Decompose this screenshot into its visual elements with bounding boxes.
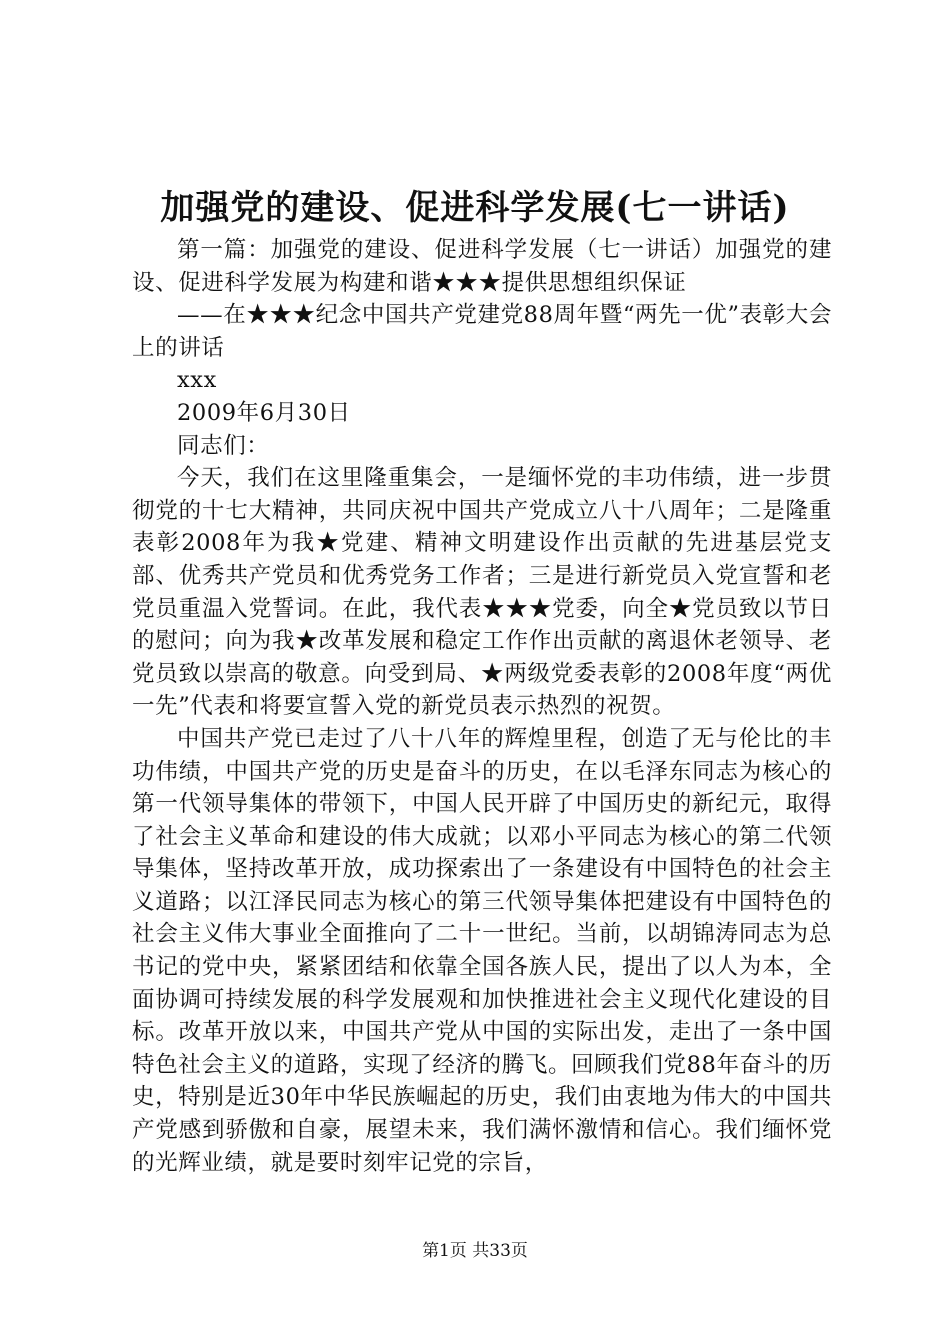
paragraph-salutation: 同志们： — [177, 432, 270, 459]
paragraph-date: 2009年6月30日 — [177, 399, 351, 426]
document-body — [132, 234, 832, 1179]
paragraph-body-1: 今天，我们在这里隆重集会，一是缅怀党的丰功伟绩，进一步贯彻党的十七大精神，共同庆祝中国共产党成立八十八周年；二是隆重表彰2008年为我★党建、精神文明建设作出贡献的先进基层党支部、优秀共产党员和优秀党务工作者；三是进行新党员入党宣誓和老党员重温入党誓词。在此，我代表★★★党委，向全★党员致以节日的慰问；向为我★改革发展和稳定工作作出贡献的离退休老领导、老党员致以崇高的敬意。向受到局、★两级党委表彰的2008年度“两优一先”代表和将要宣誓入党的新党员表示热烈的祝贺。 — [132, 465, 832, 720]
page-footer: 第1页 共33页 — [422, 1241, 528, 1261]
paragraph-author: xxx — [177, 367, 217, 394]
paragraph-body-2: 中国共产党已走过了八十八年的辉煌里程，创造了无与伦比的丰功伟绩，中国共产党的历史是奋斗的历史，在以毛泽东同志为核心的第一代领导集体的带领下，中国人民开辟了中国历史的新纪元，取得了社会主义革命和建设的伟大成就；以邓小平同志为核心的第二代领导集体，坚持改革开放，成功探索出了一条建设有中国特色的社会主义道路；以江泽民同志为核心的第三代领导集体把建设有中国特色的社会主义伟大事业全面推向了二十一世纪。当前，以胡锦涛同志为总书记的党中央，紧紧团结和依靠全国各族人民，提出了以人为本，全面协调可持续发展的科学发展观和加快推进社会主义现代化建设的目标。改革开放以来，中国共产党从中国的实际出发，走出了一条中国特色社会主义的道路，实现了经济的腾飞。回顾我们党88年奋斗的历史，特别是近30年中华民族崛起的历史，我们由衷地为伟大的中国共产党感到骄傲和自豪，展望未来，我们满怀激情和信心。我们缅怀党的光辉业绩，就是要时刻牢记党的宗旨， — [132, 725, 832, 1176]
paragraph-subtitle: ——在★★★纪念中国共产党建党88周年暨“两先一优”表彰大会上的讲话 — [132, 302, 832, 361]
paragraph-intro: 第一篇：加强党的建设、促进科学发展（七一讲话）加强党的建设、促进科学发展为构建和谐★★★提供思想组织保证 — [132, 237, 832, 296]
document-title: 加强党的建设、促进科学发展(七一讲话) — [160, 188, 790, 228]
